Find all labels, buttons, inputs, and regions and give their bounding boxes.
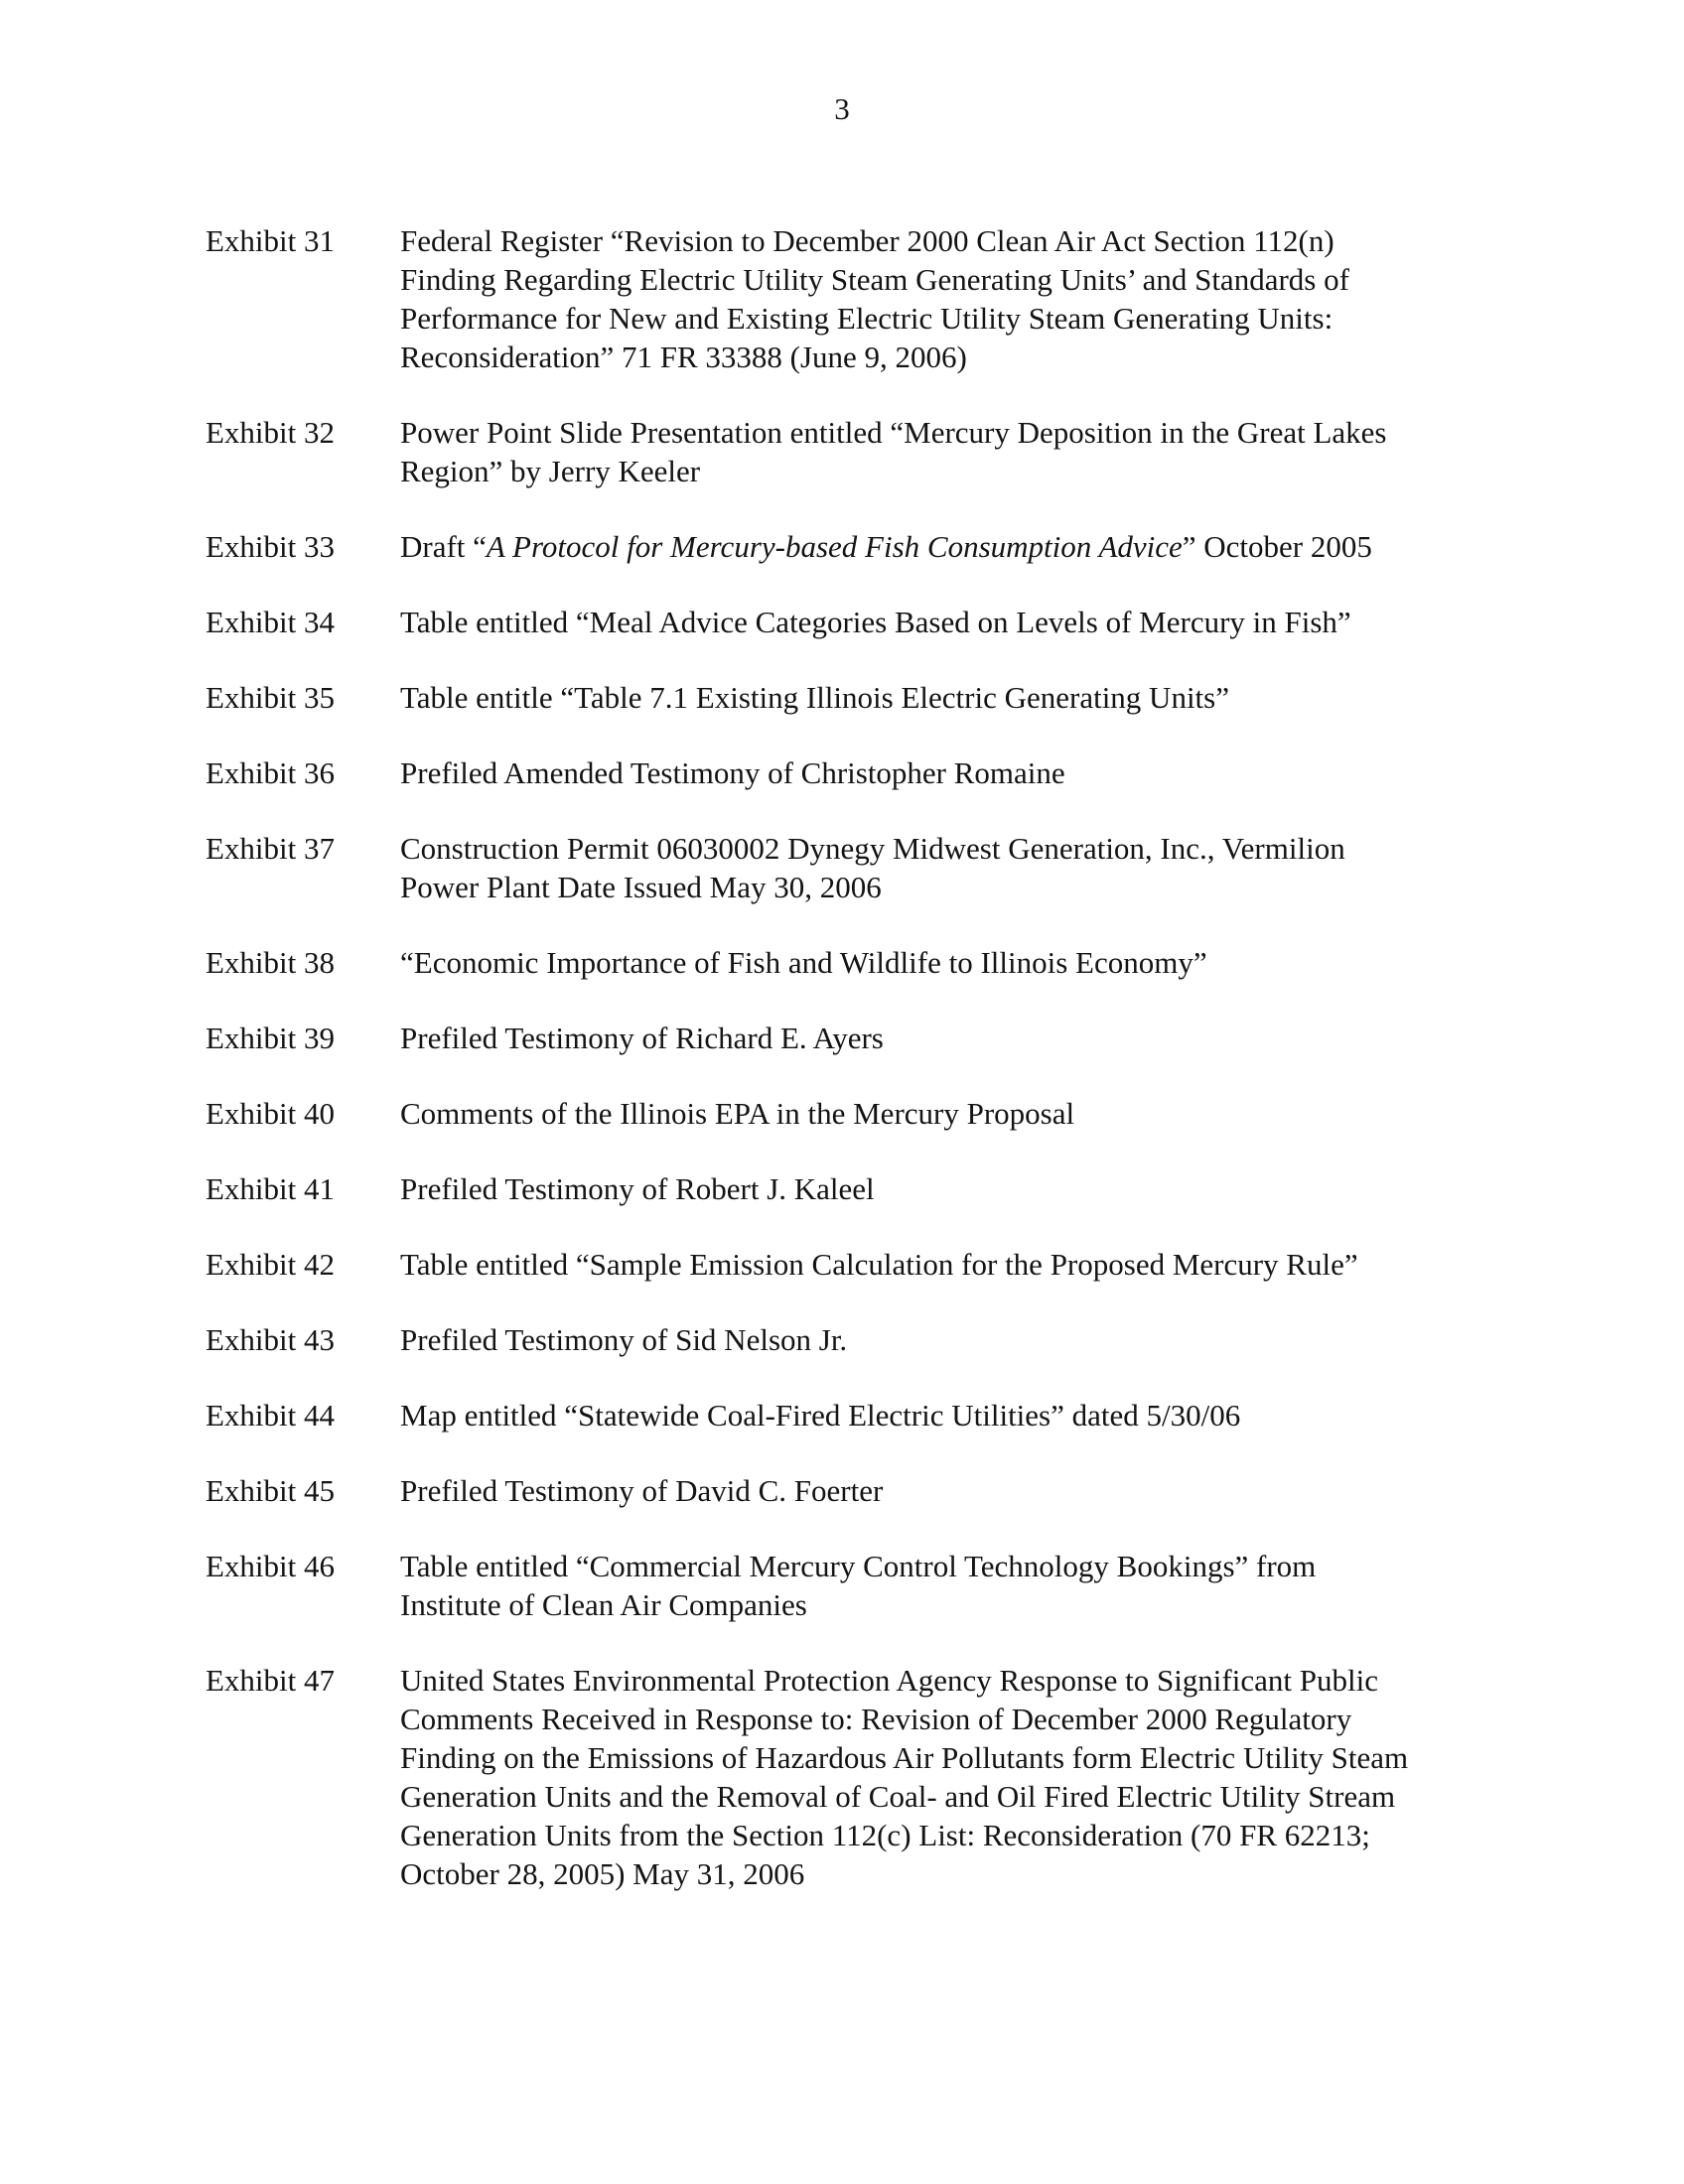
exhibit-description [400,678,1492,717]
exhibit-description-line: Table entitled “Meal Advice Categories Based on Levels of Mercury in Fish” [400,605,1351,639]
exhibit-label: Exhibit 35 [206,680,336,715]
exhibit-description-line: Prefiled Testimony of Richard E. Ayers [400,1021,884,1055]
exhibit-description [400,1094,1492,1133]
exhibit-label: Exhibit 41 [206,1171,336,1206]
exhibit-description-line: Construction Permit 06030002 Dynegy Midwest Generation, Inc., Vermilion [400,831,1345,866]
exhibit-label: Exhibit 39 [206,1021,336,1055]
exhibit-row [206,1396,1496,1434]
exhibit-row [206,943,1496,982]
exhibit-description-line: Performance for New and Existing Electric Utility Steam Generating Units: [400,301,1333,336]
exhibit-description-line: Finding on the Emissions of Hazardous Air Pollutants form Electric Utility Steam [400,1740,1409,1775]
exhibit-description-line: Power Point Slide Presentation entitled “Mercury Deposition in the Great Lakes [400,415,1387,450]
exhibit-label: Exhibit 46 [206,1549,336,1583]
exhibit-description-line: Comments of the Illinois EPA in the Mercury Proposal [400,1096,1075,1131]
exhibit-label: Exhibit 38 [206,945,336,980]
exhibit-row [206,1320,1496,1359]
exhibit-row [206,1094,1496,1133]
exhibit-description-line: Table entitle “Table 7.1 Existing Illinois Electric Generating Units” [400,680,1229,715]
exhibit-row [206,1019,1496,1057]
exhibit-description-line: Prefiled Testimony of Robert J. Kaleel [400,1171,875,1206]
exhibit-label: Exhibit 33 [206,529,336,564]
exhibit-label: Exhibit 43 [206,1322,336,1357]
exhibit-description-prefix: Draft “ [400,529,487,564]
exhibit-row [206,1169,1496,1208]
exhibit-label: Exhibit 45 [206,1473,336,1508]
exhibit-description-line: “Economic Importance of Fish and Wildlife to Illinois Economy” [400,945,1207,980]
exhibit-row [206,829,1496,906]
exhibit-row [206,1245,1496,1284]
exhibit-description-line: Prefiled Amended Testimony of Christopher Romaine [400,755,1065,790]
exhibit-description-line: October 28, 2005) May 31, 2006 [400,1856,805,1891]
exhibit-description-line: Power Plant Date Issued May 30, 2006 [400,870,882,904]
exhibit-description-line: Prefiled Testimony of Sid Nelson Jr. [400,1322,848,1357]
exhibit-description-line: Table entitled “Commercial Mercury Control Technology Bookings” from [400,1549,1317,1583]
exhibit-row [206,1547,1496,1624]
exhibit-description [400,829,1492,906]
exhibit-description-line: Comments Received in Response to: Revision of December 2000 Regulatory [400,1702,1352,1736]
exhibit-row [206,1471,1496,1510]
exhibit-description [400,413,1492,490]
exhibit-description-line: Generation Units and the Removal of Coal- and Oil Fired Electric Utility Stream [400,1779,1396,1814]
exhibit-row [206,603,1496,641]
exhibit-label: Exhibit 34 [206,605,336,639]
exhibit-description-line: Prefiled Testimony of David C. Foerter [400,1473,884,1508]
exhibit-description [400,1320,1492,1359]
exhibit-row [206,413,1496,490]
exhibit-description [400,1169,1492,1208]
exhibit-row [206,1661,1496,1893]
exhibit-description-line: United States Environmental Protection Agency Response to Significant Public [400,1663,1378,1698]
exhibit-description-line: Finding Regarding Electric Utility Steam Generating Units’ and Standards of [400,262,1349,297]
exhibit-label: Exhibit 40 [206,1096,336,1131]
exhibit-description [400,1396,1492,1434]
exhibit-description-line: Table entitled “Sample Emission Calculation for the Proposed Mercury Rule” [400,1247,1358,1282]
exhibit-label: Exhibit 32 [206,415,336,450]
exhibit-description [400,221,1492,376]
exhibit-label: Exhibit 31 [206,223,336,258]
exhibit-label: Exhibit 42 [206,1247,336,1282]
exhibit-description-line: Region” by Jerry Keeler [400,454,701,488]
exhibit-description [400,603,1492,641]
exhibit-row [206,753,1496,792]
exhibit-description-line: Reconsideration” 71 FR 33388 (June 9, 2006) [400,340,967,374]
exhibit-row [206,678,1496,717]
exhibit-description [400,943,1492,982]
exhibit-label: Exhibit 47 [206,1663,336,1698]
exhibit-description-line: Generation Units from the Section 112(c) List: Reconsideration (70 FR 62213; [400,1818,1370,1852]
exhibit-row [206,221,1496,376]
page-number: 3 [834,91,850,126]
exhibit-row [206,527,1496,566]
exhibit-label: Exhibit 44 [206,1398,336,1433]
exhibit-description [400,753,1492,792]
exhibit-description [400,1661,1492,1893]
exhibit-description-suffix: ” October 2005 [1182,529,1372,564]
exhibit-description [400,1245,1492,1284]
exhibit-label: Exhibit 36 [206,755,336,790]
exhibit-description-line: Federal Register “Revision to December 2000 Clean Air Act Section 112(n) [400,223,1334,258]
exhibit-description-line: Map entitled “Statewide Coal-Fired Electric Utilities” dated 5/30/06 [400,1398,1241,1433]
exhibit-description [400,1471,1492,1510]
exhibit-description-line [400,527,1492,566]
exhibit-label: Exhibit 37 [206,831,336,866]
exhibit-list [206,221,1496,1930]
exhibit-description-line: Institute of Clean Air Companies [400,1587,807,1622]
exhibit-description [400,1019,1492,1057]
exhibit-description [400,1547,1492,1624]
exhibit-description [400,527,1492,566]
exhibit-description-italic: A Protocol for Mercury-based Fish Consumption Advice [486,529,1183,564]
